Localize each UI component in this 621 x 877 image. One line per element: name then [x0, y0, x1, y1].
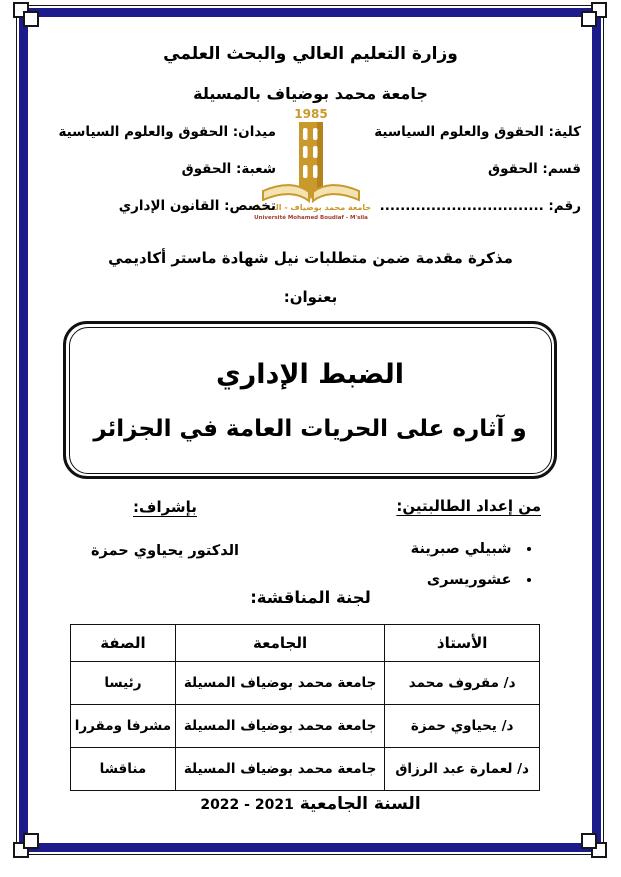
field-line: ميدان: الحقوق والعلوم السياسية [58, 124, 276, 140]
faculty-line: كلية: الحقوق والعلوم السياسية [374, 124, 581, 140]
field-info-column [44, 114, 276, 225]
academic-year [0, 794, 621, 814]
cell-professor: د/ مقروف محمد [385, 662, 540, 705]
table-row [71, 662, 540, 705]
number-line: رقم: ................................ [379, 198, 581, 214]
cell-university: جامعة محمد بوضياف المسيلة [175, 705, 385, 748]
minaret-tower-icon [299, 122, 323, 194]
header-role: الصفة [71, 625, 176, 662]
header-university: الجامعة [175, 625, 385, 662]
cell-role: مناقشا [71, 748, 176, 791]
academic-year-value: 2021 - 2022 [200, 797, 294, 813]
cell-role: مشرفا ومقررا [71, 705, 176, 748]
supervisor-name: الدكتور يحياوي حمزة [91, 543, 239, 559]
cell-university: جامعة محمد بوضياف المسيلة [175, 748, 385, 791]
university-title: جامعة محمد بوضياف بالمسيلة [193, 84, 428, 103]
titled-label: بعنوان: [283, 288, 338, 306]
header-professor: الأستاذ [385, 625, 540, 662]
thesis-title-box-inner [69, 327, 552, 474]
table-row [71, 748, 540, 791]
student-item: • عشوريسرى [411, 565, 531, 596]
cell-role: رئيسا [71, 662, 176, 705]
academic-year-label: السنة الجامعية [299, 794, 421, 814]
committee-heading: لجنة المناقشة: [250, 588, 371, 607]
supervision-block [56, 497, 274, 559]
logo-year: 1985 [293, 107, 328, 121]
thesis-title-box [63, 321, 557, 479]
branch-line: شعبة: الحقوق [181, 161, 276, 177]
logo-name-arabic: جامعة محمد بوضياف - المسيلة [250, 203, 371, 212]
students-list [411, 534, 531, 596]
supervision-label: بإشراف: [133, 498, 197, 516]
department-line: قسم: الحقوق [488, 161, 581, 177]
table-row [71, 705, 540, 748]
cell-university: جامعة محمد بوضياف المسيلة [175, 662, 385, 705]
ministry-title: وزارة التعليم العالي والبحث العلمي [163, 44, 458, 64]
committee-table [70, 624, 540, 791]
table-header-row [71, 625, 540, 662]
memo-description: مذكرة مقدمة ضمن متطلبات نيل شهادة ماستر أكاديمي [108, 249, 513, 267]
cell-professor: د/ لعمارة عبد الرزاق [385, 748, 540, 791]
thesis-title-line2: و آثاره على الحريات العامة في الجزائر [93, 415, 527, 442]
faculty-info-column [369, 114, 581, 225]
student-item: • شبيلي صبرينة [411, 534, 531, 565]
prepared-by-label: من إعداد الطالبتين: [396, 497, 541, 515]
cell-professor: د/ يحياوي حمزة [385, 705, 540, 748]
logo-name-french: Université Mohamed Boudiaf - M'sila [253, 215, 368, 221]
specialty-line: تخصص: القانون الإداري [118, 198, 276, 214]
thesis-title-line1: الضبط الإداري [215, 358, 405, 390]
